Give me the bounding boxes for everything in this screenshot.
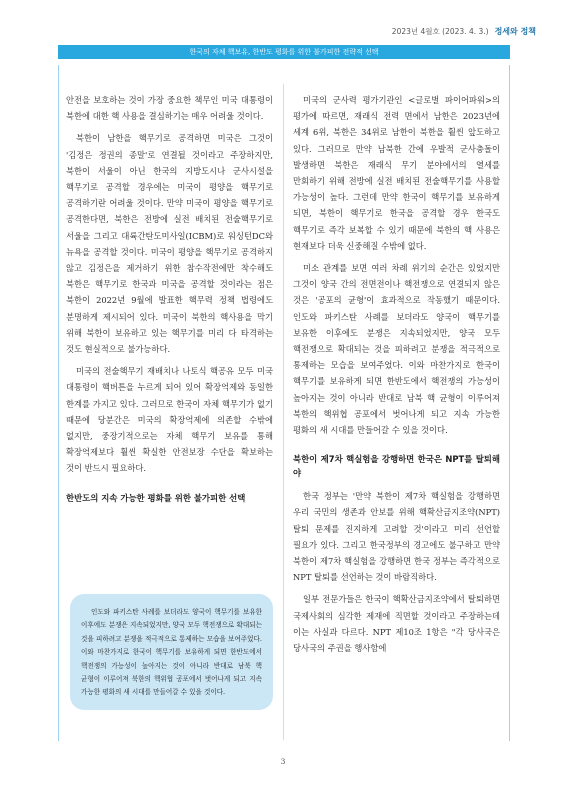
column-divider <box>283 84 284 740</box>
issue-date: 2023년 4월호 (2023. 4. 3.) <box>391 26 489 36</box>
page-number: 3 <box>280 757 286 766</box>
body-paragraph: 북한이 남한을 핵무기로 공격하면 미국은 그것이 '김정은 정권의 종말'로 연결될 것이라고 주장하지만, 북한이 서울이 아닌 한국의 지방도시나 군사시설을 핵무기로 공격할 경우에는 미국이 평양을 핵무기로 공격하기란 어려울 것이다. 만약 미국이 평양을 핵무기로 공격한다면, 북한은 전방에 실전 배치된 전술핵무기로 서울을 그리고 대륙간탄도미사일(ICBM)로 워싱턴DC와 뉴욕을 공격할 것이다. 미국이 평양을 핵무기로 공격하지 않고 김정은을 제거하기 위한 참수작전에만 착수해도 북한은 핵무기로 한국과 미국을 공격할 것이라는 점은 북한이 2022년 9월에 발표한 핵무력 정책 법령에도 분명하게 제시되어 있다. 미국이 북한의 핵사용을 막기 위해 북한이 보유하고 있는 핵무기를 미리 다 타격하는 것도 현실적으로 불가능하다. <box>66 133 273 355</box>
article-title-banner: 한국의 자체 핵보유, 한반도 평화를 위한 불가피한 전략적 선택 <box>58 45 510 59</box>
left-column <box>66 92 273 505</box>
section-heading: 북한이 제7차 핵실험을 강행하면 한국은 NPT를 탈퇴해야 <box>293 454 500 479</box>
body-paragraph: 미국의 군사력 평가기관인 <글로벌 파이어파워>의 평가에 따르면, 재래식 전력 면에서 남한은 2023년에 세계 6위, 북한은 34위로 남한이 북한을 훨씬 앞도하고 있다. 그러므로 만약 남북한 간에 우발적 군사충돌이 발생하면 북한은 재래식 무기 분야에서의 열세를 만회하기 위해 전방에 실전 배치된 전술핵무기를 사용할 가능성이 높다. 그런데 만약 한국이 핵무기를 보유하게 되면, 북한이 핵무기로 한국을 공격할 경우 한국도 핵무기로 즉각 보복할 수 있기 때문에 북한의 핵 사용은 현재보다 더욱 신중해질 수밖에 없다. <box>293 95 500 251</box>
body-paragraph: 한국 정부는 '만약 북한이 제7차 핵실험을 강행하면 우리 국민의 생존과 안보를 위해 핵확산금지조약(NPT) 탈퇴 문제를 진지하게 고려할 것'이라고 미리 선언할 필요가 있다. 그리고 한국정부의 경고에도 불구하고 만약 북한이 제7차 핵실험을 강행하면 한국 정부는 즉각적으로 NPT 탈퇴를 선언하는 것이 바람직하다. <box>293 491 500 583</box>
frame-border-right <box>509 65 510 741</box>
right-column <box>293 92 500 662</box>
body-paragraph: 일부 전문가들은 한국이 핵확산금지조약에서 탈퇴하면 국제사회의 심각한 제재에 직면할 것이라고 주장하는데 이는 사실과 다르다. NPT 제10조 1항은 "각 당사국은 당사국의 주권을 행사함에 <box>293 594 500 654</box>
pull-quote-box <box>70 594 273 710</box>
pull-quote-text: 인도와 파키스탄 사례를 보더라도 양국이 핵무기를 보유한 이후에도 분쟁은 지속되었지만, 양국 모두 핵전쟁으로 확대되는 것을 피하려고 분쟁을 적극적으로 통제하는 모습을 보여주었다. 이와 마찬가지로 한국이 핵무기를 보유하게 되면 한반도에서 핵전쟁의 가능성이 높아지는 것이 아니라 반대로 남북 핵 균형이 이루어져 북한의 핵위협 공포에서 벗어나게 되고 지속 가능한 평화의 새 시대를 만들어갈 수 있을 것이다. <box>81 608 262 697</box>
frame-border-left <box>58 65 59 741</box>
page-header <box>392 24 536 38</box>
body-paragraph: 미소 관계를 보면 여러 차례 위기의 순간은 있었지만 그것이 양국 간의 전면전이나 핵전쟁으로 연결되지 않은 것은 '공포의 균형'이 효과적으로 작동했기 때문이다. 인도와 파키스탄 사례를 보더라도 양국이 핵무기를 보유한 이후에도 분쟁은 지속되었지만, 양국 모두 핵전쟁으로 확대되는 것을 피하려고 분쟁을 적극적으로 통제하는 모습을 보여주었다. 이와 마찬가지로 한국이 핵무기를 보유하게 되면 한반도에서 핵전쟁의 가능성이 높아지는 것이 아니라 반대로 남북 핵 균형이 이루어져 북한의 핵위협 공포에서 벗어나게 되고 지속 가능한 평화의 새 시대를 만들어갈 수 있을 것이다. <box>293 263 500 436</box>
publication-title: 정세와 정책 <box>494 26 536 36</box>
body-paragraph: 미국의 전술핵무기 재배치나 나토식 핵공유 모두 미국 대통령이 핵버튼을 누르게 되어 있어 확장억제와 동일한 한계를 가지고 있다. 그러므로 한국이 자체 핵무기가 없기 때문에 당분간은 미국의 확장억제에 의존할 수밖에 없지만, 중장기적으로는 자체 핵무기 보유를 통해 확장억제보다 훨씬 확실한 안전보장 수단을 확보하는 것이 반드시 필요하다. <box>66 366 273 474</box>
section-heading: 한반도의 지속 가능한 평화를 위한 불가피한 선택 <box>66 492 246 503</box>
body-paragraph: 안전을 보호하는 것이 가장 중요한 책무인 미국 대통령이 북한에 대한 핵 사용을 결심하기는 매우 어려울 것이다. <box>66 95 273 122</box>
